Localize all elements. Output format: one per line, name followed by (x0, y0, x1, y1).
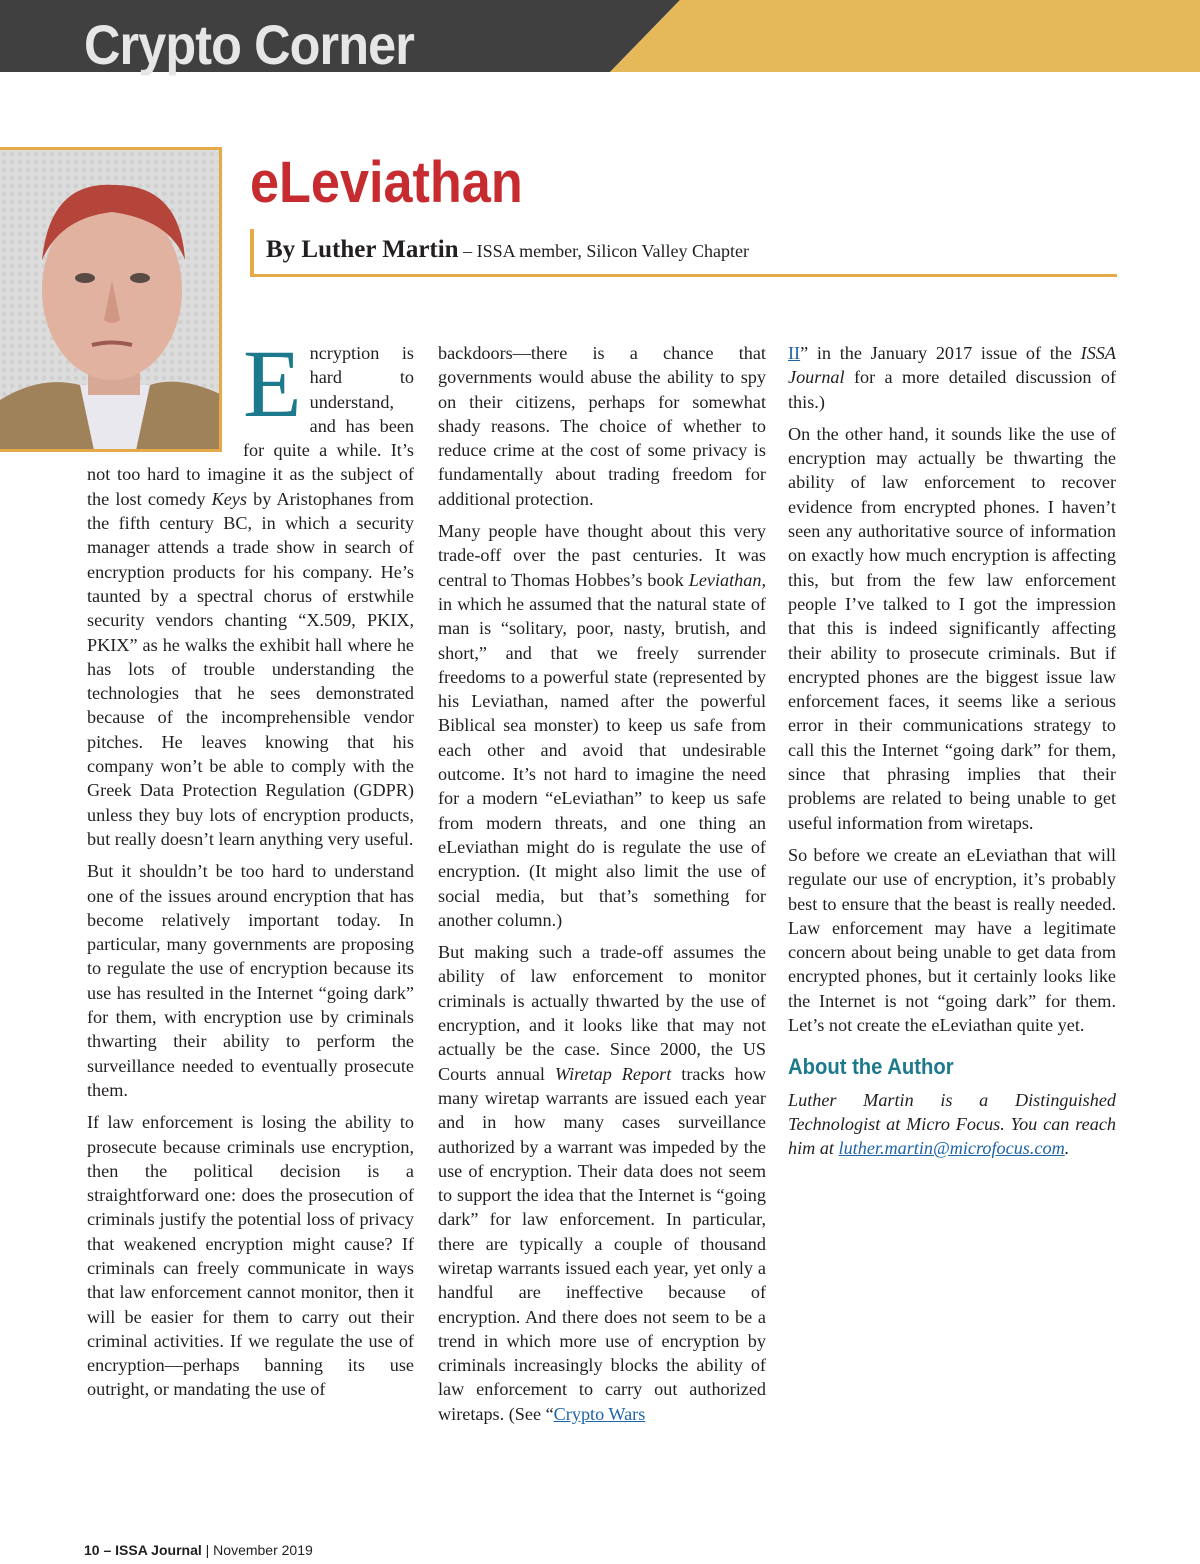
paragraph-text: ” in the January 2017 issue of the (800, 343, 1081, 363)
column-3 (788, 341, 1116, 1169)
paragraph (438, 940, 766, 1426)
photo-wrap-spacer (85, 341, 243, 449)
crypto-wars-link-cont[interactable]: II (788, 343, 801, 363)
paragraph-text: tracks how many wiretap warrants are issued each year and in how many cases surveillance authorized by a warrant was impeded by the use of encryption. Their data does not seem to support the idea that the Internet is “going dark” for law enforcement. In particular, there are typically a couple of thousand wiretap warrants issued each year, yet only a handful are ineffective because of encryption. And there does not seem to be a trend in which more use of encryption by criminals increasingly blocks the ability of law enforcement to carry out authorized wiretaps. (See “ (438, 1063, 766, 1424)
article-title: eLeviathan (250, 150, 523, 215)
paragraph: But it shouldn’t be too hard to understand one of the issues around encryption that has become relatively important today. In particular, many governments are proposing to regulate the use of encryption because its use has resulted in the Internet “going dark” for them, with encryption use by criminals thwarting their ability to perform the surveillance needed to eventually prosecute them. (87, 861, 414, 1100)
journal-title: ISSA Journal (788, 343, 1116, 388)
issue-date: November 2019 (213, 1542, 313, 1558)
column-2 (438, 341, 766, 1434)
column-1 (87, 330, 414, 1410)
paragraph: backdoors—there is a chance that governments would abuse the ability to spy on their citizens, perhaps for somewhat shady reasons. The choice of whether to reduce crime at the cost of some privacy is fundamentally about trading freedom for additional protection. (438, 343, 766, 509)
paragraph-text: ncryption is hard to understand, and has been for quite a while. It’s not too hard to imagine it as the subject of the lost comedy (87, 343, 414, 509)
paragraph (87, 330, 414, 851)
book-title-keys: Keys (211, 488, 247, 509)
paragraph-text: Luther Martin is a Distinguished Technologist at Micro Focus. You can reach him at (788, 1089, 1116, 1159)
section-title: Crypto Corner (84, 13, 414, 76)
about-author-text (788, 1088, 1116, 1161)
page-footer (84, 1542, 313, 1558)
paragraph-text: for a more detailed discussion of this.) (788, 367, 1116, 412)
author-email-link[interactable]: luther.martin@microfocus.com (838, 1138, 1065, 1159)
paragraph-text: , in which he assumed that the natural state of man is “solitary, poor, nasty, brutish, and short,” and that we freely surrender freedoms to a powerful state (represented by his Leviathan, named after the powerful Biblical sea monster) to keep us safe from each other and avoid that undesirable outcome. It’s not hard to imagine the need for a modern “eLeviathan” to keep us safe from modern threats, and one thing an eLeviathan might do is regulate the use of encryption. (It might also limit the use of social media, but that’s something for another column.) (438, 569, 766, 930)
byline-author: By Luther Martin (266, 236, 459, 263)
paragraph (788, 341, 1116, 414)
paragraph (438, 519, 766, 932)
crypto-wars-link[interactable]: Crypto Wars (553, 1403, 646, 1424)
report-title: Wiretap Report (554, 1063, 672, 1084)
byline-affiliation: – ISSA member, Silicon Valley Chapter (463, 241, 750, 261)
byline (266, 236, 749, 264)
paragraph: So before we create an eLeviathan that will regulate our use of encryption, it’s probably best to ensure that the beast is really needed. Law enforcement may have a legitimate concern about being unable to get data from encrypted phones, but it certainly looks like the Internet is not “going dark” for them. Let’s not create the eLeviathan quite yet. (788, 844, 1116, 1036)
drop-cap: E (243, 330, 302, 437)
footer-separator: | (201, 1542, 214, 1558)
paragraph: On the other hand, it sounds like the use of encryption may actually be thwarting the ability of law enforcement to recover evidence from encrypted phones. I haven’t seen any authoritative source of information on exactly how much encryption is affecting this, but from the few law enforcement people I’ve talked to I got the impression that this is indeed significantly affecting their ability to prosecute criminals. But if encrypted phones are the biggest issue law enforcement faces, it seems like a serious error in their communications strategy to call this the Internet “going dark” for them, since that phrasing implies that their problems are related to being unable to get useful information from wiretaps. (788, 423, 1116, 833)
paragraph: If law enforcement is losing the ability to prosecute because criminals use encryption, then the political decision is a straightforward one: does the prosecution of criminals justify the potential loss of privacy that weakened encryption might cause? If criminals can freely communicate in ways that law enforcement cannot monitor, then it will be easier for them to carry out their criminal activities. If we regulate the use of encryption—perhaps banning its use outright, or mandating the use of (87, 1112, 414, 1400)
paragraph-text: by Aristophanes from the fifth century BC, in which a security manager attends a trade show in search of encryption products for his company. He’s taunted by a spectral chorus of erstwhile security vendors chanting “X.509, PKIX, PKIX” as he walks the exhibit hall where he has lots of trouble understanding the technologies that he sees demonstrated because of the incomprehensible vendor pitches. He leaves knowing that his company won’t be able to comply with the Greek Data Protection Regulation (GDPR) unless they buy lots of encryption products, but really doesn’t learn anything very useful. (87, 488, 414, 849)
page-number: 10 – ISSA Journal (84, 1542, 202, 1558)
book-title-leviathan: Leviathan (688, 569, 762, 590)
paragraph-text: . (1064, 1138, 1070, 1159)
paragraph-text: Many people have thought about this very trade-off over the past centuries. It was central to Thomas Hobbes’s book (438, 521, 766, 590)
about-author-heading: About the Author (788, 1054, 954, 1080)
paragraph-text: But making such a trade-off assumes the ability of law enforcement to monitor criminals is actually thwarted by the use of encryption, and it looks like that may not actually be the case. Since 2000, the US Courts annual (438, 942, 766, 1084)
